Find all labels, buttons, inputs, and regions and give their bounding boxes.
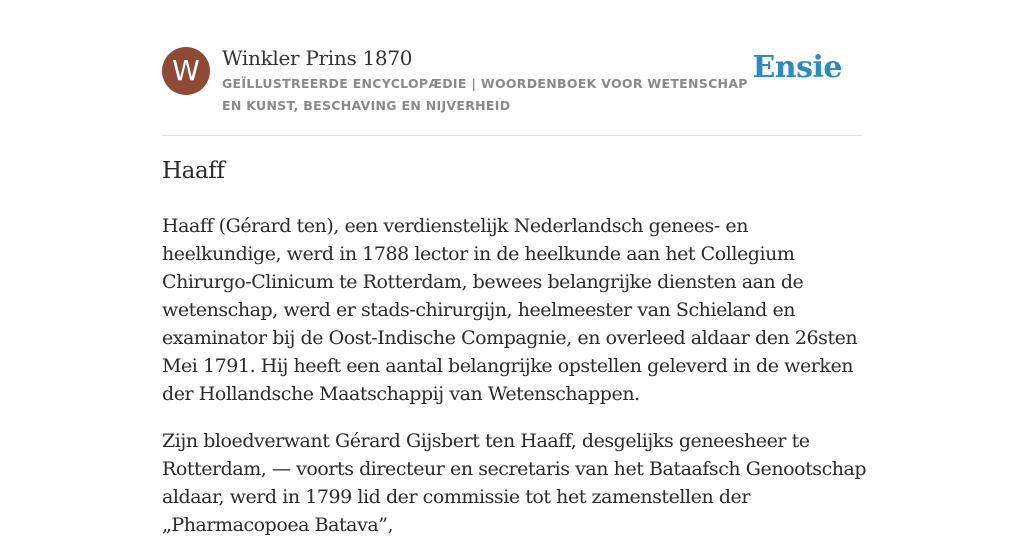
divider [162,135,862,136]
brand-logo[interactable]: Ensie [752,50,842,85]
source-avatar[interactable]: W [162,47,210,95]
entry-paragraph: Zijn bloedverwant Gérard Gijsbert ten Haaff, desgelijks geneesheer te Rotterdam, — voorts directeur en secretaris van het Bataafsch Genootschap aldaar, werd in 1799 lid der commissie tot het zamenstellen der „Pharmacopoea Batava”, [162,430,867,536]
entry-body [162,212,867,558]
entry-title: Haaff [162,158,225,184]
entry-paragraph: Haaff (Gérard ten), een verdienstelijk Nederlandsch genees- en heelkundige, werd in 1788 lector in de heelkunde aan het Collegium Chirurgo-Clinicum te Rotterdam, bewees belangrijke diensten aan de wetenschap, werd er stads-chirurgijn, heelmeester van Schieland en examinator bij de Oost-Indische Compagnie, en overleed aldaar den 26sten Mei 1791. Hij heeft een aantal belangrijke opstellen geleverd in de werken der Hollandsche Maatschappij van Wetenschappen. [162,215,858,405]
header [162,44,862,114]
source-subtitle: GEÏLLUSTREERDE ENCYCLOPÆDIE | WOORDENBOEK VOOR WETENSCHAP EN KUNST, BESCHAVING EN NIJVERHEID [222,76,748,113]
source-title[interactable]: Winkler Prins 1870 [222,46,413,70]
